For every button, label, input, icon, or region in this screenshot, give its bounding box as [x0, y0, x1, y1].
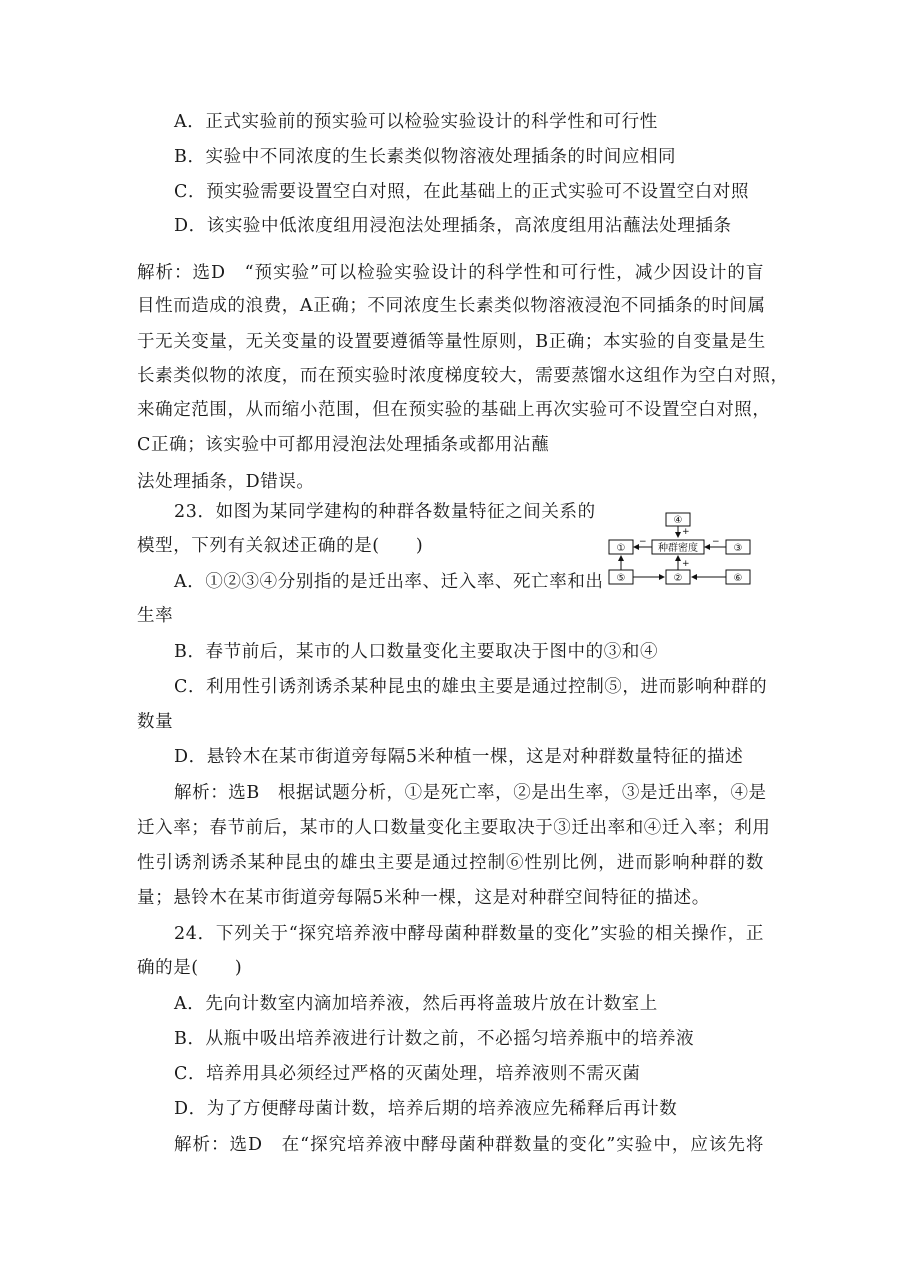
node-5: ⑤ — [616, 573, 626, 584]
q22-analysis-line: 长素类似物的浓度，而在预实验时浓度梯度较大，需要蒸馏水这组作为空白对照， — [137, 366, 789, 386]
q22-option-b: B．实验中不同浓度的生长素类似物溶液处理插条的时间应相同 — [174, 147, 677, 167]
node-2: ② — [673, 573, 683, 584]
node-3: ③ — [733, 543, 743, 554]
q22-analysis-line: 目性而造成的浪费，A正确；不同浓度生长素类似物溶液浸泡不同插条的时间属 — [137, 296, 766, 316]
node-4: ④ — [673, 515, 683, 526]
q22-analysis-line: C正确；该实验中可都用浸泡法处理插条或都用沾蘸 — [137, 435, 550, 455]
q22-analysis-line: 于无关变量，无关变量的设置要遵循等量性原则，B正确；本实验的自变量是生 — [137, 332, 766, 352]
population-relationship-diagram — [602, 505, 757, 595]
q23-analysis-line: 性引诱剂诱杀某种昆虫的雄虫主要是通过控制⑥性别比例，进而影响种群的数 — [137, 853, 764, 873]
q22-option-c: C．预实验需要设置空白对照，在此基础上的正式实验可不设置空白对照 — [174, 182, 750, 202]
minus-sign: − — [639, 537, 647, 547]
q24-option-d: D．为了方便酵母菌计数，培养后期的培养液应先稀释后再计数 — [174, 1099, 678, 1119]
q22-analysis-line: 法处理插条，D错误。 — [137, 472, 315, 492]
q22-analysis-line: 来确定范围，从而缩小范围，但在预实验的基础上再次实验可不设置空白对照， — [137, 400, 771, 420]
q23-option-b: B．春节前后，某市的人口数量变化主要取决于图中的③和④ — [174, 642, 659, 662]
q23-analysis-line: 量；悬铃木在某市街道旁每隔5米种一棵，这是对种群空间特征的描述。 — [137, 888, 710, 908]
q23-stem: 模型，下列有关叙述正确的是( ) — [137, 536, 424, 556]
q23-option-c: C．利用性引诱剂诱杀某种昆虫的雄虫主要是通过控制⑤，进而影响种群的 — [174, 677, 768, 697]
q23-option-c: 数量 — [137, 712, 174, 732]
q22-analysis-line: 解析：选D “预实验”可以检验实验设计的科学性和可行性，减少因设计的盲 — [137, 263, 764, 283]
q24-stem: 24．下列关于“探究培养液中酵母菌种群数量的变化”实验的相关操作，正 — [174, 924, 764, 944]
q23-option-d: D．悬铃木在某市街道旁每隔5米种植一棵，这是对种群数量特征的描述 — [174, 747, 744, 767]
node-1: ① — [616, 543, 626, 554]
plus-sign: + — [682, 527, 690, 537]
minus-sign: − — [712, 537, 720, 547]
q23-analysis-line: 迁入率；春节前后，某市的人口数量变化主要取决于③迁出率和④迁入率；利用 — [137, 818, 771, 838]
q23-stem: 23．如图为某同学建构的种群各数量特征之间关系的 — [174, 502, 596, 522]
q24-option-a: A．先向计数室内滴加培养液，然后再将盖玻片放在计数室上 — [174, 994, 658, 1014]
q23-option-a: 生率 — [137, 606, 174, 626]
q22-option-d: D．该实验中低浓度组用浸泡法处理插条，高浓度组用沾蘸法处理插条 — [174, 216, 732, 236]
node-density: 种群密度 — [658, 543, 698, 554]
q24-option-c: C．培养用具必须经过严格的灭菌处理，培养液则不需灭菌 — [174, 1064, 641, 1084]
q23-analysis-line: 解析：选B 根据试题分析，①是死亡率，②是出生率，③是迁出率，④是 — [174, 783, 767, 803]
plus-sign: + — [682, 559, 690, 569]
q24-analysis-line: 解析：选D 在“探究培养液中酵母菌种群数量的变化”实验中，应该先将 — [174, 1135, 764, 1155]
q22-option-a: A．正式实验前的预实验可以检验实验设计的科学性和可行性 — [174, 112, 658, 132]
q24-stem: 确的是( ) — [137, 958, 243, 978]
node-6: ⑥ — [733, 573, 743, 584]
q24-option-b: B．从瓶中吸出培养液进行计数之前，不必摇匀培养瓶中的培养液 — [174, 1029, 695, 1049]
q23-option-a: A．①②③④分别指的是迁出率、迁入率、死亡率和出 — [174, 572, 604, 592]
